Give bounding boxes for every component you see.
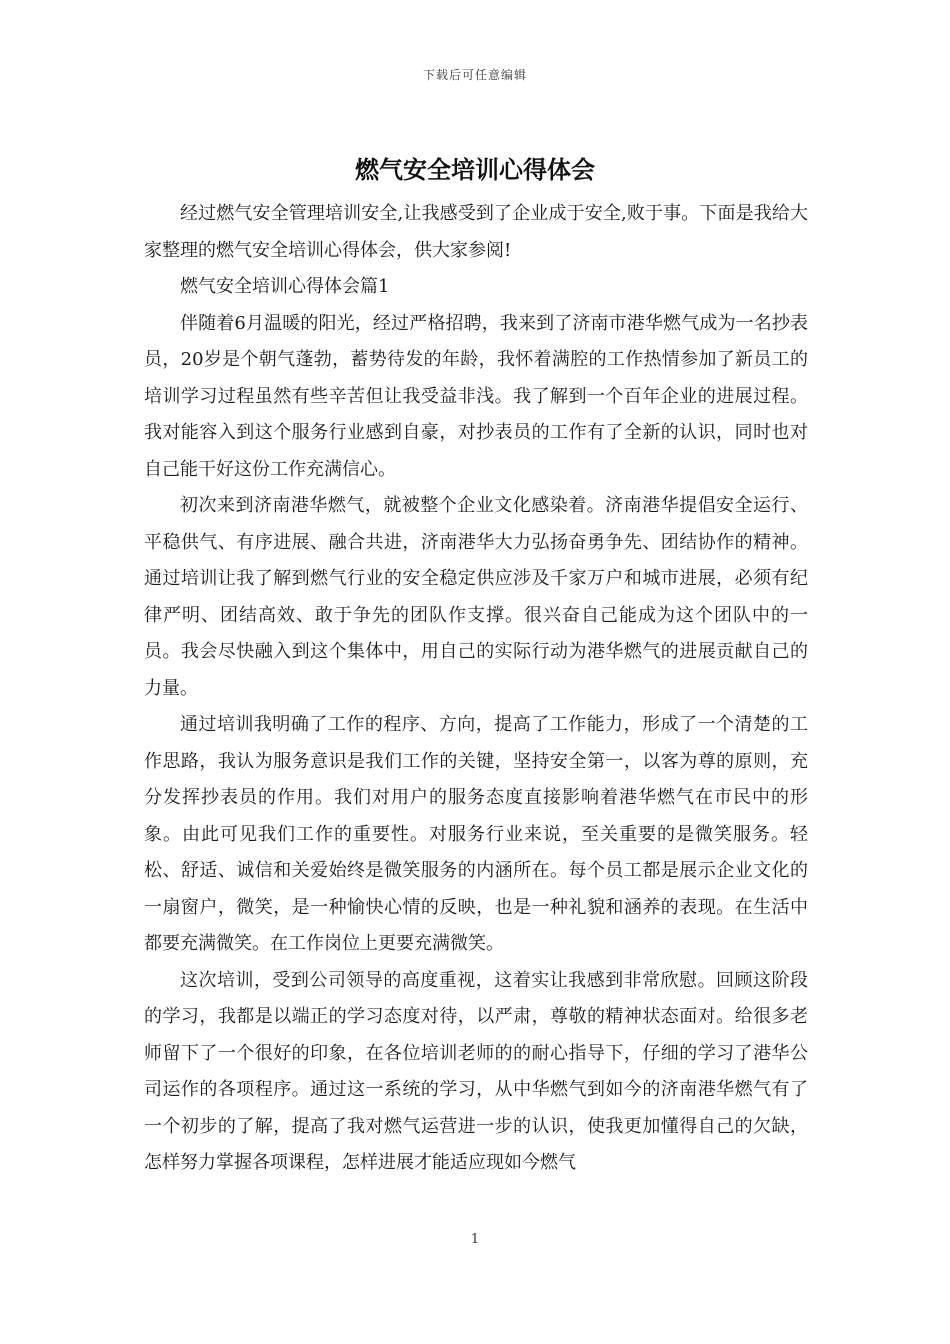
intro-paragraph: 经过燃气安全管理培训安全,让我感受到了企业成于安全,败于事。下面是我给大家整理的燃气安全培训心得体会，供大家参阅! [144, 203, 808, 261]
page-number: 1 [470, 1232, 480, 1247]
document-body [144, 196, 808, 1182]
section-heading: 燃气安全培训心得体会篇1 [180, 276, 390, 297]
document-title: 燃气安全培训心得体会 [355, 156, 595, 184]
body-paragraph: 伴随着6月温暖的阳光，经过严格招聘，我来到了济南市港华燃气成为一名抄表员，20岁是个朝气蓬勃，蓄势待发的年龄，我怀着满腔的工作热情参加了新员工的培训学习过程虽然有些辛苦但让我受益非浅。我了解到一个百年企业的进展过程。我对能容入到这个服务行业感到自豪，对抄表员的工作有了全新的认识，同时也对自己能干好这份工作充满信心。 [144, 312, 808, 480]
body-paragraph: 这次培训，受到公司领导的高度重视，这着实让我感到非常欣慰。回顾这阶段的学习，我都是以端正的学习态度对待，以严肃，尊敬的精神状态面对。给很多老师留下了一个很好的印象，在各位培训老师的的耐心指导下，仔细的学习了港华公司运作的各项程序。通过这一系统的学习，从中华燃气到如今的济南港华燃气有了一个初步的了解，提高了我对燃气运营进一步的认识，使我更加懂得自己的欠缺，怎样努力掌握各项课程，怎样进展才能适应现如今燃气 [144, 969, 808, 1173]
body-paragraph: 初次来到济南港华燃气，就被整个企业文化感染着。济南港华提倡安全运行、平稳供气、有序进展、融合共进，济南港华大力弘扬奋勇争先、团结协作的精神。通过培训让我了解到燃气行业的安全稳定供应涉及千家万户和城市进展，必须有纪律严明、团结高效、敢于争先的团队作支撑。很兴奋自己能成为这个团队中的一员。我会尽快融入到这个集体中，用自己的实际行动为港华燃气的进展贡献自己的力量。 [144, 495, 808, 699]
header-note: 下载后可任意编辑 [422, 68, 527, 82]
body-paragraph: 通过培训我明确了工作的程序、方向，提高了工作能力，形成了一个清楚的工作思路，我认为服务意识是我们工作的关键，坚持安全第一，以客为尊的原则，充分发挥抄表员的作用。我们对用户的服务态度直接影响着港华燃气在市民中的形象。由此可见我们工作的重要性。对服务行业来说，至关重要的是微笑服务。轻松、舒适、诚信和关爱始终是微笑服务的内涵所在。每个员工都是展示企业文化的一扇窗户，微笑，是一种愉快心情的反映，也是一种礼貌和涵养的表现。在生活中都要充满微笑。在工作岗位上更要充满微笑。 [144, 714, 808, 954]
